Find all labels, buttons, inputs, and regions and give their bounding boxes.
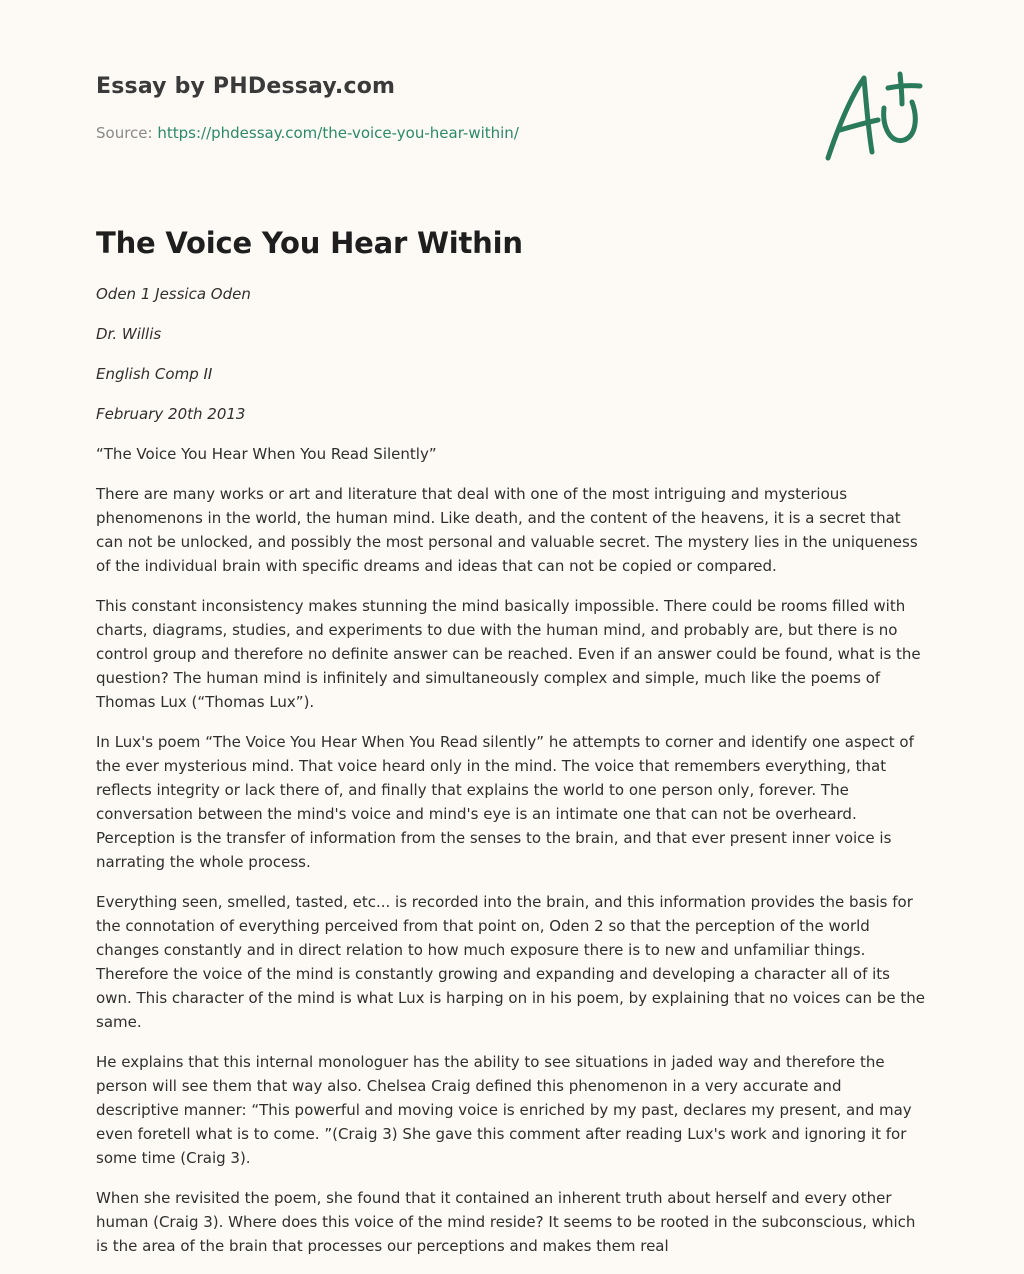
paragraph: There are many works or art and literature that deal with one of the most intriguing and mysterious phenomenons in the world, the human mind. Like death, and the content of the heavens, it is a secret that can not be unlocked, and possibly the most personal and valuable secret. The mystery lies in the uniqueness of the individual brain with specific dreams and ideas that can not be copied or compared.	[96, 485, 918, 575]
source-link[interactable]: https://phdessay.com/the-voice-you-hear-within/	[157, 124, 519, 142]
source-label: Source:	[96, 124, 153, 142]
date-line: February 20th 2013	[96, 405, 246, 423]
source-line	[96, 124, 519, 142]
site-brand: Essay by PHDessay.com	[96, 74, 396, 99]
paragraph: When she revisited the poem, she found that it contained an inherent truth about herself and every other human (Craig 3). Where does this voice of the mind reside? It seems to be rooted in the subconscious, which is the area of the brain that processes our perceptions and makes them real	[96, 1189, 916, 1255]
essay-body	[96, 282, 928, 1274]
paragraph: He explains that this internal monologuer has the ability to see situations in jaded way and therefore the person will see them that way also. Chelsea Craig defined this phenomenon in a very accurate and descriptive manner: “This powerful and moving voice is enriched by my past, declares my present, and may even foretell what is to come. ”(Craig 3) She gave this comment after reading Lux's work and ignoring it for some time (Craig 3).	[96, 1053, 912, 1167]
a-plus-logo-icon	[820, 66, 930, 166]
paragraph: In Lux's poem “The Voice You Hear When You Read silently” he attempts to corner and identify one aspect of the ever mysterious mind. That voice heard only in the mind. The voice that remembers everything, that reflects integrity or lack there of, and finally that explains the world to one person only, forever. The conversation between the mind's voice and mind's eye is an intimate one that can not be overheard. Perception is the transfer of information from the senses to the brain, and that ever present inner voice is narrating the whole process.	[96, 733, 914, 871]
essay-subtitle: “The Voice You Hear When You Read Silently”	[96, 445, 437, 463]
course-line: English Comp II	[96, 365, 213, 383]
author-line: Oden 1 Jessica Oden	[96, 285, 251, 303]
instructor-line: Dr. Willis	[96, 325, 162, 343]
paragraph: This constant inconsistency makes stunning the mind basically impossible. There could be rooms filled with charts, diagrams, studies, and experiments to due with the human mind, and probably are, but there is no control group and therefore no definite answer can be reached. Even if an answer could be found, what is the question? The human mind is infinitely and simultaneously complex and simple, much like the poems of Thomas Lux (“Thomas Lux”).	[96, 597, 921, 711]
essay-title: The Voice You Hear Within	[96, 226, 523, 260]
paragraph: Everything seen, smelled, tasted, etc... is recorded into the brain, and this information provides the basis for the connotation of everything perceived from that point on, Oden 2 so that the perception of the world changes constantly and in direct relation to how much exposure there is to new and unfamiliar things. Therefore the voice of the mind is constantly growing and expanding and developing a character all of its own. This character of the mind is what Lux is harping on in his poem, by explaining that no voices can be the same.	[96, 893, 925, 1031]
